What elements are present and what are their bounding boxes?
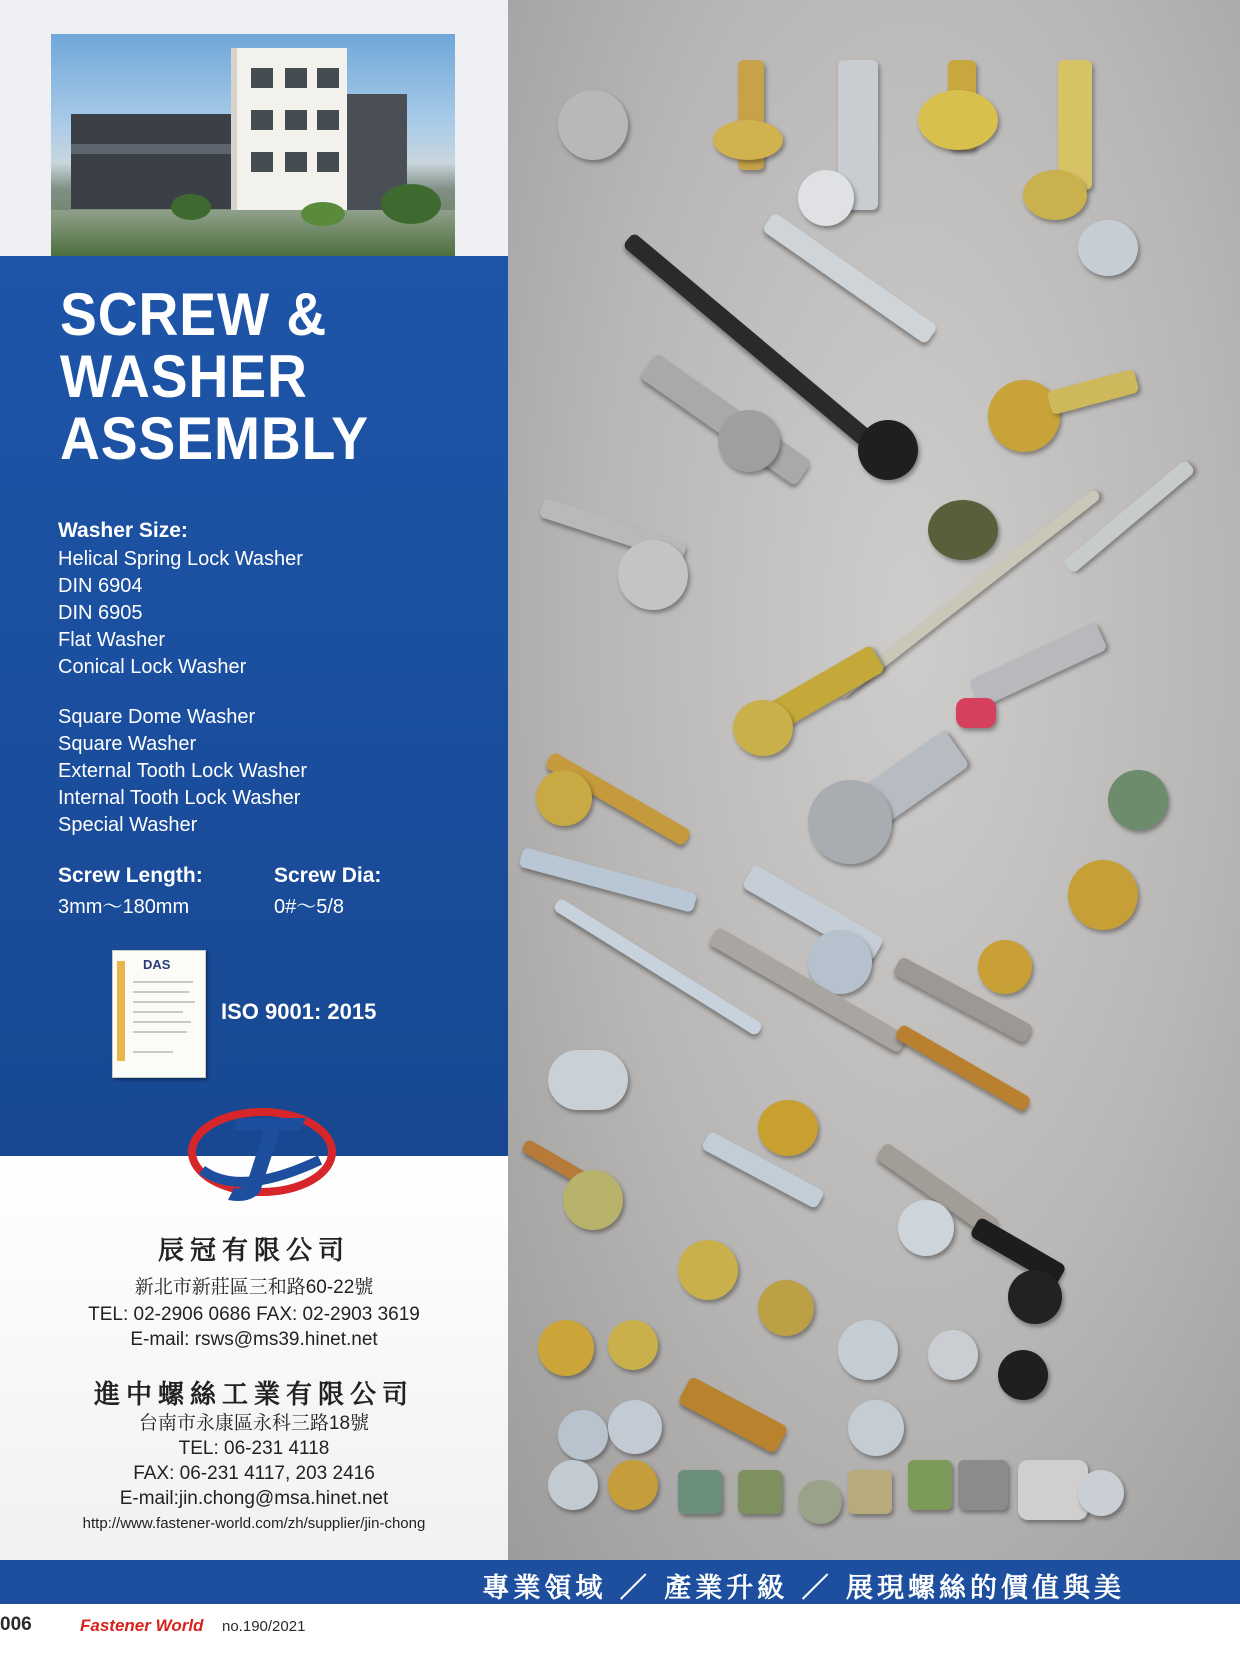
fastener-product-photo — [508, 0, 1240, 1560]
company2-name: 進中螺絲工業有限公司 — [93, 1380, 414, 1410]
company-logo — [180, 1100, 340, 1210]
magazine-name: Fastener World — [80, 1616, 204, 1635]
issue-number: no.190/2021 — [222, 1618, 306, 1635]
company2-url: http://www.fastener-world.com/zh/supplier/jin-chong — [82, 1515, 426, 1532]
washer-size-label: Washer Size: — [58, 519, 188, 542]
ad-title — [60, 281, 370, 472]
company2-fax: FAX: 06-231 4117, 203 2416 — [133, 1463, 375, 1484]
screw-length-label: Screw Length: — [58, 864, 203, 887]
iso-standard: ISO 9001: 2015 — [221, 999, 377, 1024]
company2-address: 台南市永康區永科三路18號 — [138, 1413, 370, 1434]
title-line-1: SCREW & — [60, 281, 328, 348]
list-item: External Tooth Lock Washer — [58, 760, 308, 782]
company2-email: E-mail:jin.chong@msa.hinet.net — [119, 1488, 389, 1509]
list-item: DIN 6904 — [58, 575, 143, 597]
company2-tel: TEL: 06-231 4118 — [178, 1438, 330, 1459]
footer-slogan: 專業領域 ／ 產業升級 ／ 展現螺絲的價值與美 — [482, 1573, 1125, 1604]
list-item: Conical Lock Washer — [58, 656, 247, 678]
screw-dia-value: 0#～5/8 — [274, 896, 345, 918]
factory-photo — [51, 34, 455, 256]
list-item: DIN 6905 — [58, 602, 143, 624]
list-item: Square Washer — [58, 733, 197, 755]
list-item: Helical Spring Lock Washer — [58, 548, 303, 570]
washer-list-b — [58, 704, 307, 839]
title-line-2: WASHER — [60, 343, 308, 410]
list-item: Special Washer — [58, 814, 198, 836]
washer-list-a — [58, 546, 303, 681]
list-item: Internal Tooth Lock Washer — [58, 787, 301, 809]
screw-length-value: 3mm～180mm — [58, 896, 190, 918]
certificate-logo: DAS — [143, 957, 171, 972]
company1-tel-fax: TEL: 02-2906 0686 FAX: 02-2903 3619 — [88, 1304, 420, 1325]
company1-name: 辰冠有限公司 — [157, 1236, 350, 1266]
page-number: 006 — [0, 1614, 32, 1635]
list-item: Square Dome Washer — [58, 706, 256, 728]
company1-email: E-mail: rsws@ms39.hinet.net — [130, 1329, 378, 1350]
company1-address: 新北市新莊區三和路60-22號 — [134, 1277, 374, 1298]
title-line-3: ASSEMBLY — [60, 405, 370, 472]
iso-certificate-image — [112, 950, 206, 1078]
list-item: Flat Washer — [58, 629, 166, 651]
screw-dia-label: Screw Dia: — [274, 864, 382, 887]
